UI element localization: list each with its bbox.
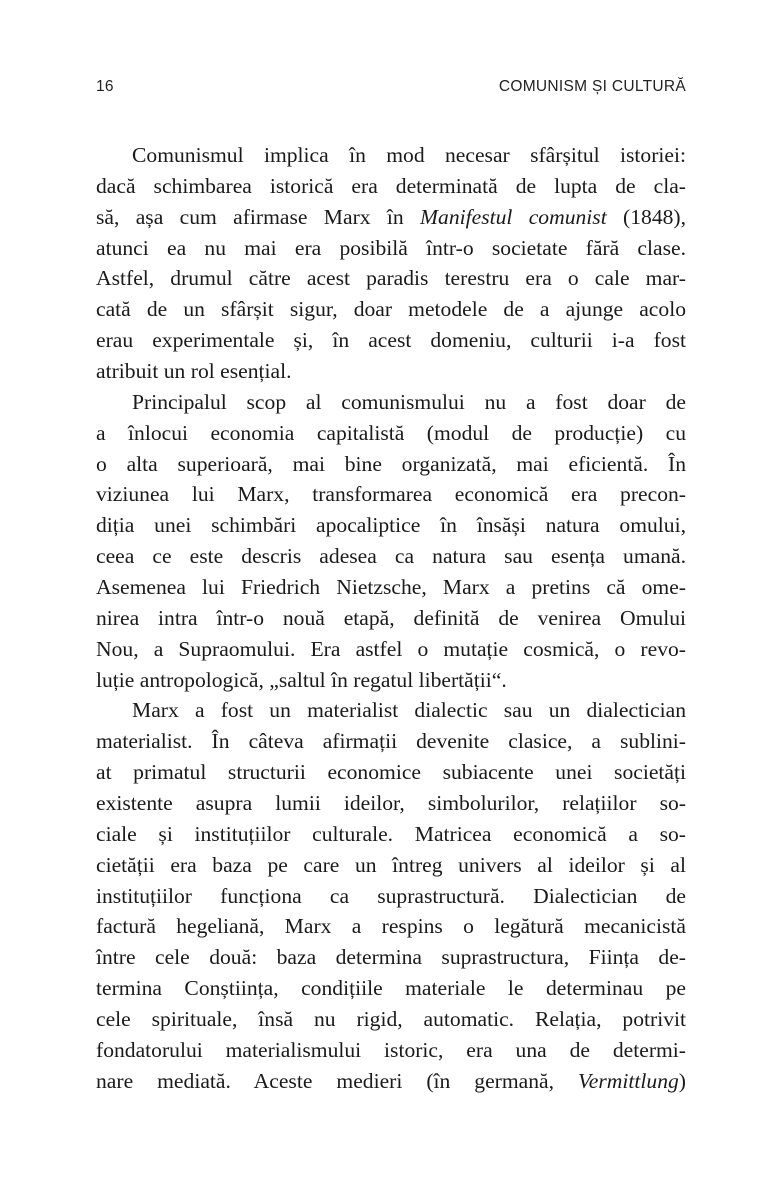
- text-line: [96, 726, 686, 757]
- text-line: [96, 788, 686, 819]
- text-segment: existente asupra lumii ideilor, simbolurilor, relațiilor so-: [96, 791, 686, 816]
- text-line: [96, 881, 686, 912]
- text-segment: a înlocui economia capitalistă (modul de producție) cu: [96, 420, 686, 445]
- text-line: [96, 1066, 686, 1097]
- text-line: [96, 263, 686, 294]
- text-segment: diția unei schimbări apocaliptice în însăși natura omului,: [96, 513, 686, 538]
- text-segment: ): [678, 1068, 686, 1093]
- text-segment: atunci ea nu mai era posibilă într-o societate fără clase.: [96, 235, 686, 260]
- text-segment: să, așa cum afirmase Marx în: [96, 204, 421, 229]
- text-line: [96, 387, 686, 418]
- text-line: [96, 973, 686, 1004]
- text-line: [96, 1004, 686, 1035]
- text-line: [96, 510, 686, 541]
- text-line: [96, 418, 686, 449]
- text-line: [96, 665, 686, 696]
- text-segment: o alta superioară, mai bine organizată, mai eficientă. În: [96, 451, 686, 476]
- text-line: [96, 325, 686, 356]
- paragraph: [96, 140, 686, 387]
- text-line: [96, 572, 686, 603]
- text-segment: Principalul scop al comunismului nu a fost doar de: [132, 389, 686, 414]
- italic-title: Vermittlung: [578, 1068, 679, 1093]
- text-segment: termina Conștiința, condițiile materiale le determinau pe: [96, 976, 686, 1001]
- paragraph: [96, 695, 686, 1096]
- running-title: COMUNISM ȘI CULTURĂ: [498, 78, 686, 95]
- text-line: [96, 202, 686, 233]
- text-line: [96, 171, 686, 202]
- text-segment: Asemenea lui Friedrich Nietzsche, Marx a pretins că ome-: [96, 575, 686, 600]
- italic-title: Manifestul comunist: [420, 204, 607, 229]
- paragraph: [96, 387, 686, 696]
- text-line: [96, 757, 686, 788]
- text-line: [96, 695, 686, 726]
- text-segment: între cele două: baza determina suprastructura, Ființa de-: [96, 945, 686, 970]
- text-segment: cietății era baza pe care un întreg univers al ideilor și al: [96, 852, 686, 877]
- text-segment: erau experimentale și, în acest domeniu, culturii i-a fost: [96, 328, 686, 353]
- text-line: [96, 541, 686, 572]
- text-segment: Comunismul implica în mod necesar sfârșitul istoriei:: [132, 143, 686, 167]
- text-segment: viziunea lui Marx, transformarea economică era precon-: [96, 482, 686, 507]
- text-line: [96, 449, 686, 480]
- text-line: [96, 850, 686, 881]
- text-segment: fondatorului materialismului istoric, era una de determi-: [96, 1037, 686, 1062]
- text-segment: nare mediată. Aceste medieri (în germană,: [96, 1068, 579, 1093]
- text-line: [96, 294, 686, 325]
- text-segment: materialist. În câteva afirmații devenite clasice, a sublini-: [96, 729, 686, 754]
- text-segment: (1848),: [606, 204, 687, 229]
- text-segment: cele spirituale, însă nu rigid, automatic. Relația, potrivit: [96, 1007, 686, 1032]
- text-segment: factură hegeliană, Marx a respins o legătură mecanicistă: [96, 914, 686, 939]
- text-line: [96, 356, 686, 387]
- text-line: [96, 942, 686, 973]
- text-segment: instituțiilor funcționa ca suprastructură. Dialectician de: [96, 883, 686, 908]
- text-line: [96, 233, 686, 264]
- text-segment: ceea ce este descris adesea ca natura sau esența umană.: [96, 544, 686, 569]
- text-line: [96, 911, 686, 942]
- text-line: [96, 1035, 686, 1066]
- text-line: [96, 819, 686, 850]
- body-text: [96, 140, 686, 1097]
- text-segment: nirea intra într-o nouă etapă, definită de venirea Omului: [96, 605, 686, 630]
- text-segment: dacă schimbarea istorică era determinată de lupta de cla-: [96, 173, 686, 198]
- text-segment: luție antropologică, „saltul în regatul libertății“.: [96, 667, 507, 692]
- text-segment: cată de un sfârșit sigur, doar metodele de a ajunge acolo: [96, 297, 686, 322]
- text-line: [96, 603, 686, 634]
- text-segment: at primatul structurii economice subiacente unei societăți: [96, 760, 686, 785]
- text-segment: Nou, a Supraomului. Era astfel o mutație cosmică, o revo-: [96, 636, 686, 661]
- text-line: [96, 140, 686, 171]
- page-number: 16: [96, 78, 114, 95]
- text-segment: Marx a fost un materialist dialectic sau un dialectician: [132, 698, 686, 723]
- text-segment: ciale și instituțiilor culturale. Matricea economică a so-: [96, 821, 686, 846]
- text-segment: atribuit un rol esențial.: [96, 359, 292, 384]
- text-segment: Astfel, drumul către acest paradis terestru era o cale mar-: [96, 266, 686, 291]
- text-line: [96, 479, 686, 510]
- text-line: [96, 634, 686, 665]
